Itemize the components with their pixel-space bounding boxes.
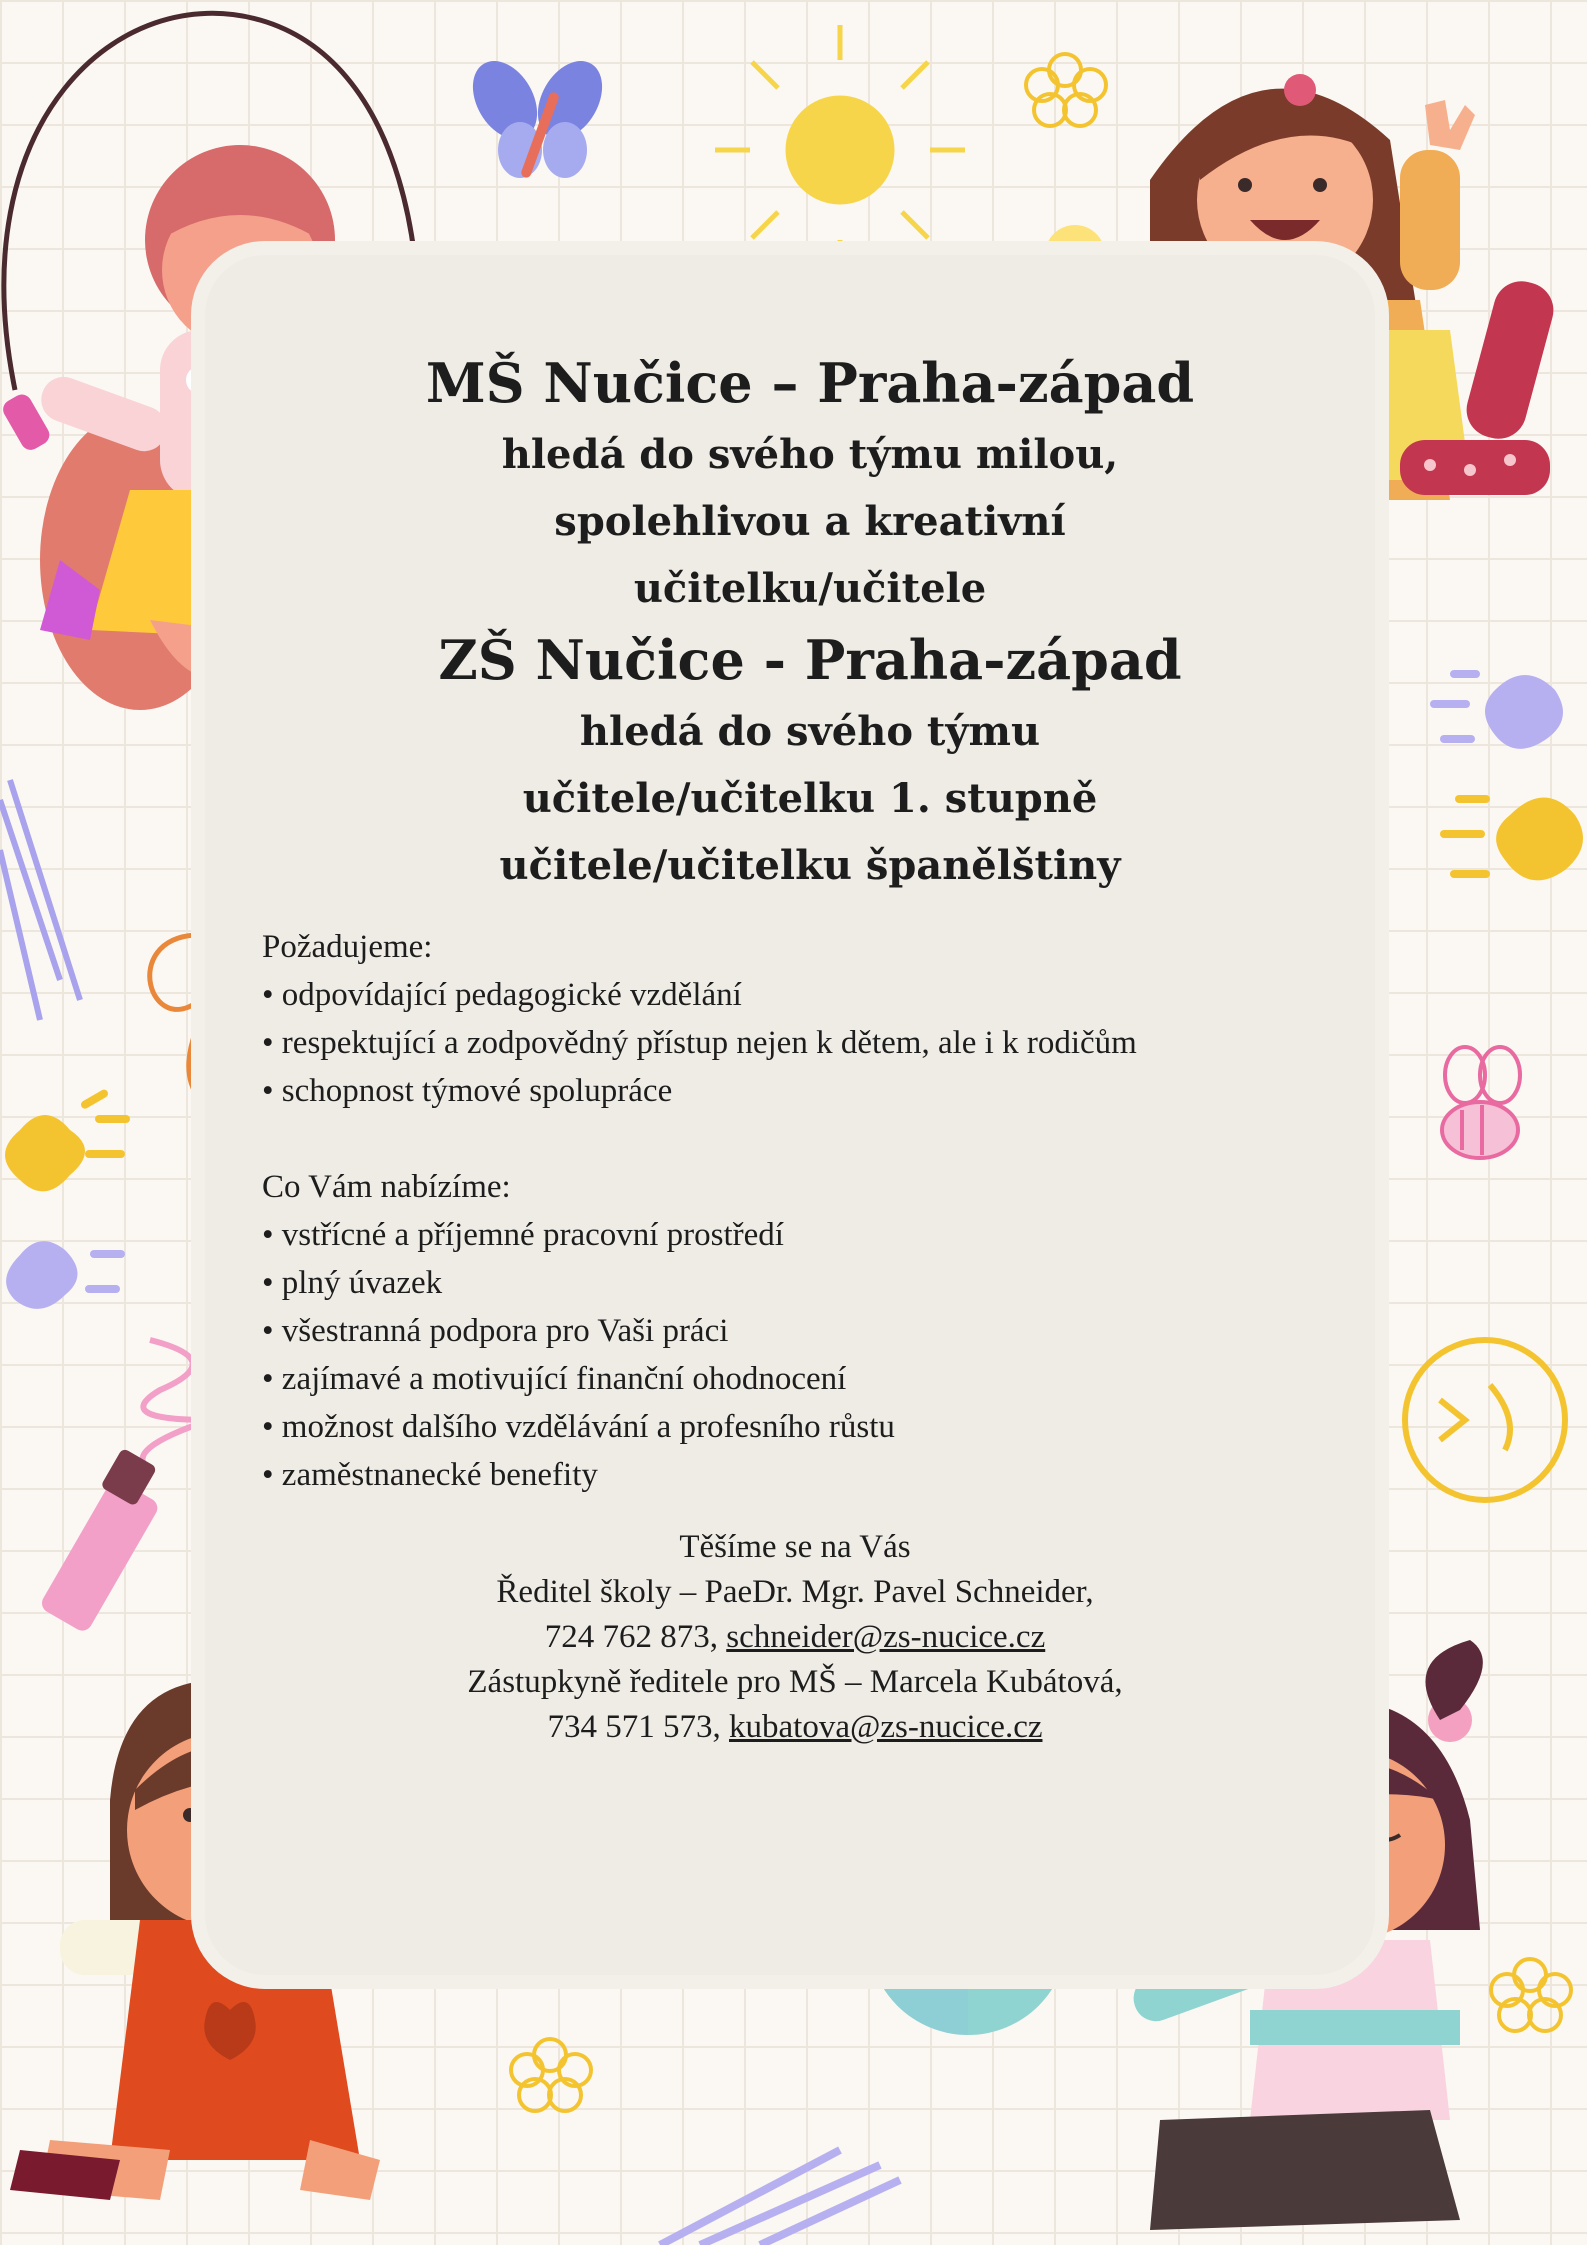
sun-icon <box>715 25 965 275</box>
ms-title: MŠ Nučice – Praha-západ <box>425 351 1195 415</box>
flower-icon <box>511 2039 591 2111</box>
zs-title: ZŠ Nučice - Praha-západ <box>438 628 1182 692</box>
star-burst-icon <box>1430 670 1563 749</box>
star-burst-icon <box>1440 795 1583 880</box>
offer-section <box>262 1163 1362 1499</box>
list-item: • vstřícné a příjemné pracovní prostředí <box>262 1217 784 1253</box>
ms-line: učitelku/učitele <box>633 565 987 612</box>
requirements-title: Požadujeme: <box>262 929 433 965</box>
list-item: • všestranná podpora pro Vaši práci <box>262 1313 729 1349</box>
greeting: Těšíme se na Vás <box>679 1529 911 1565</box>
ms-line: spolehlivou a kreativní <box>554 498 1066 545</box>
list-item: • respektující a zodpovědný přístup nejen k dětem, ale i k rodičům <box>262 1025 1137 1061</box>
butterfly-icon <box>460 50 615 179</box>
list-item: • možnost dalšího vzdělávání a profesního růstu <box>262 1409 895 1445</box>
deputy-phone: 734 571 573, <box>547 1709 721 1745</box>
contact-section <box>380 1525 1210 1750</box>
requirements-section <box>262 923 1362 1115</box>
list-item: • plný úvazek <box>262 1265 443 1301</box>
star-burst-icon <box>6 1241 125 1309</box>
smiley-icon <box>1405 1340 1565 1500</box>
ms-line: hledá do svého týmu milou, <box>501 431 1119 478</box>
director-line: Ředitel školy – PaeDr. Mgr. Pavel Schneider, <box>496 1574 1094 1610</box>
scribble-icon <box>660 2150 900 2245</box>
zs-line: učitele/učitelku 1. stupně <box>522 775 1098 822</box>
flower-icon <box>1491 1959 1571 2031</box>
scribble-icon <box>0 780 80 1020</box>
zs-line: učitele/učitelku španělštiny <box>499 842 1121 889</box>
deputy-line: Zástupkyně ředitele pro MŠ – Marcela Kubátová, <box>467 1664 1123 1700</box>
list-item: • zajímavé a motivující finanční ohodnocení <box>262 1361 847 1397</box>
zs-line: hledá do svého týmu <box>579 708 1041 755</box>
deputy-contact <box>380 1705 1210 1750</box>
list-item: • schopnost týmové spolupráce <box>262 1073 673 1109</box>
list-item: • zaměstnanecké benefity <box>262 1457 598 1493</box>
deputy-email-link[interactable]: kubatova@zs-nucice.cz <box>729 1709 1043 1745</box>
bee-icon <box>1442 1047 1520 1158</box>
star-burst-icon <box>5 1088 130 1191</box>
offer-title: Co Vám nabízíme: <box>262 1169 511 1205</box>
list-item: • odpovídající pedagogické vzdělání <box>262 977 742 1013</box>
highlighter-icon <box>38 1340 210 1634</box>
director-email-link[interactable]: schneider@zs-nucice.cz <box>726 1619 1046 1655</box>
director-contact <box>380 1615 1210 1660</box>
headings <box>260 345 1360 899</box>
director-phone: 724 762 873, <box>544 1619 719 1655</box>
flower-icon <box>1026 54 1106 126</box>
